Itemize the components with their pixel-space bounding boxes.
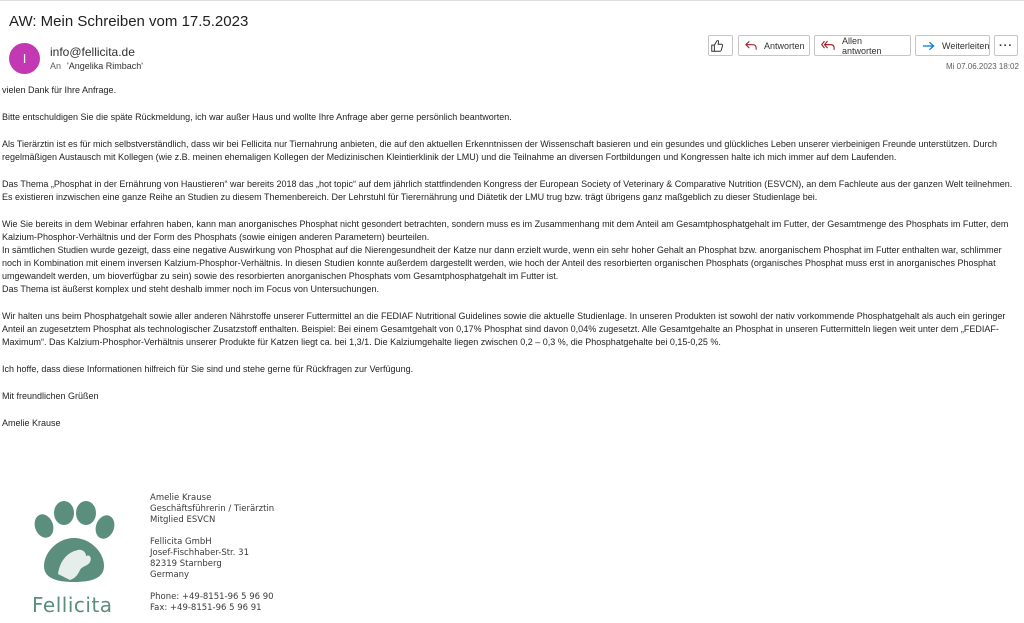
recipient-line: [50, 61, 143, 71]
signature-fax: Fax: +49-8151-96 5 96 91: [150, 603, 262, 613]
reply-all-button[interactable]: [814, 35, 911, 56]
body-paragraph-webinar: Wie Sie bereits in dem Webinar erfahren haben, kann man anorganisches Phosphat nicht gesondert betrachten, sondern muss es im Zusammenhang mit dem Anteil am Gesamtphosphatgehalt im Futter, der Gesamtmenge des Phosphats im Futter, dem Kalzium-Phosphor-Verhältnis und der Form des Phosphats (sowie einigen anderen Parametern) beurteilen.: [2, 219, 1009, 242]
like-button[interactable]: [708, 35, 733, 56]
signature-city: 82319 Starnberg: [150, 559, 222, 569]
top-divider: [0, 0, 1024, 1]
sender-address[interactable]: info@fellicita.de: [50, 45, 135, 59]
body-paragraph-fediaf: Wir halten uns beim Phosphatgehalt sowie aller anderen Nährstoffe unserer Futtermittel an die FEDIAF Nutritional Guidelines sowie die aktuelle Studienlage. In unseren Produkten ist sowohl der nativ vorkommende Phosphatgehalt als auch ein geringer Anteil an zugesetztem Phosphat als technologischer Zusatzstoff enthalten. Beispiel: Bei einem Gesamtgehalt von 0,17% Phosphat sind davon 0,04% zugesetzt. Alle Gesamtgehalte an Phosphat in unseren Futtermitteln liegen weit unter dem „FEDIAF-Maximum“. Das Kalzium-Phosphor-Verhältnis unserer Produkte für Katzen liegt ca. bei 1,3/1. Die Kalziumgehalte liegen zwischen 0,2 – 0,3 %, die Phosphatgehalte bei 0,15-0,25 %.: [2, 311, 1006, 347]
logo-wordmark: Fellicita: [32, 593, 113, 617]
signature-phone[interactable]: Phone: +49-8151-96 5 96 90: [150, 592, 274, 602]
body-paragraph-topic: Das Thema „Phosphat in der Ernährung von Haustieren“ war bereits 2018 das „hot topic“ auf dem jährlich stattfindenden Kongress der European Society of Veterinary & Comparative Nutrition (ESVCN), an dem Fachleute aus der ganzen Welt teilnehmen.: [2, 179, 1013, 189]
signature-company: Fellicita GmbH: [150, 537, 212, 547]
body-closing: Mit freundlichen Grüßen: [2, 391, 99, 401]
thumbs-up-icon: [710, 39, 724, 53]
signature-street: Josef-Fischhaber-Str. 31: [150, 548, 249, 558]
paw-toe-1: [31, 512, 56, 541]
to-label: An: [50, 61, 62, 71]
reply-label: Antworten: [764, 40, 805, 51]
signature-country: Germany: [150, 570, 190, 580]
forward-label: Weiterleiten: [942, 40, 990, 51]
recipient-name[interactable]: 'Angelika Rimbach': [67, 61, 143, 71]
reply-all-icon: [821, 40, 835, 51]
more-actions-button[interactable]: ···: [994, 35, 1018, 56]
email-subject: AW: Mein Schreiben vom 17.5.2023: [9, 13, 249, 30]
body-paragraph-complex: Das Thema ist äußerst komplex und steht deshalb immer noch im Focus von Untersuchungen.: [2, 284, 380, 294]
forward-icon: [922, 41, 935, 51]
forward-button[interactable]: [915, 35, 990, 56]
reply-icon: [745, 40, 757, 51]
body-paragraph-intro: Als Tierärztin ist es für mich selbstverständlich, dass wir bei Fellicita nur Tiernahrung anbieten, die auf den aktuellen Erkenntnissen der Wissenschaft basieren und ein gesundes und glückliches Leben unserer vierbeinigen Freunde unterstützen. Durch regelmäßigen Austausch mit Kollegen (wie z.B. meinen ehemaligen Kollegen der Medizinischen Kleintierklinik der LMU) und die Teilnahme an diversen Fortbildungen und Kongressen halte ich mich immer auf dem Laufenden.: [2, 139, 998, 162]
paw-toe-2: [54, 501, 74, 525]
body-paragraph-hope: Ich hoffe, dass diese Informationen hilfreich für Sie sind und stehe gerne für Rückfragen zur Verfügung.: [2, 364, 414, 374]
body-paragraph-studies: Es existieren inzwischen eine ganze Reihe an Studien zu diesem Themenbereich. Der Lehrstuhl für Tierernährung und Diätetik der LMU trug bzw. trägt übrigens ganz maßgeblich zu dieser Studienlage bei.: [2, 192, 818, 202]
email-signature: [150, 493, 274, 614]
body-paragraph-greeting: vielen Dank für Ihre Anfrage.: [2, 85, 117, 95]
signature-name: Amelie Krause: [150, 493, 212, 503]
sender-avatar[interactable]: I: [9, 43, 40, 74]
body-paragraph-findings: In sämtlichen Studien wurde gezeigt, dass eine negative Auswirkung von Phosphat auf die Nierengesundheit der Katze nur dann erzielt wurde, wenn ein sehr hoher Gehalt an Phosphat bzw. anorganischem Phosphat im Futter enthalten war, schlimmer noch in Kombination mit einem inversen Kalzium-Phosphor-Verhältnis. In diesen Studien konnte außerdem dargestellt werden, wie hoch der Anteil des resorbierten organischen Phosphats (organisches Phosphat muss erst in anorganisches Phosphat umgewandelt werden, um bioverfügbar zu sein) sowie des resorbierten anorganischen Phosphats vom Gesamtphosphatgehalt im Futter ist.: [2, 245, 1002, 281]
paw-toe-3: [76, 501, 96, 525]
body-paragraph-apology: Bitte entschuldigen Sie die späte Rückmeldung, ich war außer Haus und wollte Ihre Anfrage aber gerne persönlich beantworten.: [2, 112, 512, 122]
body-sender-name: Amelie Krause: [2, 418, 61, 428]
signature-role: Geschäftsführerin / Tierärztin: [150, 504, 275, 514]
signature-membership: Mitglied ESVCN: [150, 515, 216, 525]
sent-date: Mi 07.06.2023 18:02: [946, 62, 1019, 71]
paw-toe-4: [92, 513, 117, 542]
reply-all-label: Allen antworten: [842, 35, 882, 56]
email-body: [2, 84, 1020, 430]
reply-button[interactable]: [738, 35, 810, 56]
